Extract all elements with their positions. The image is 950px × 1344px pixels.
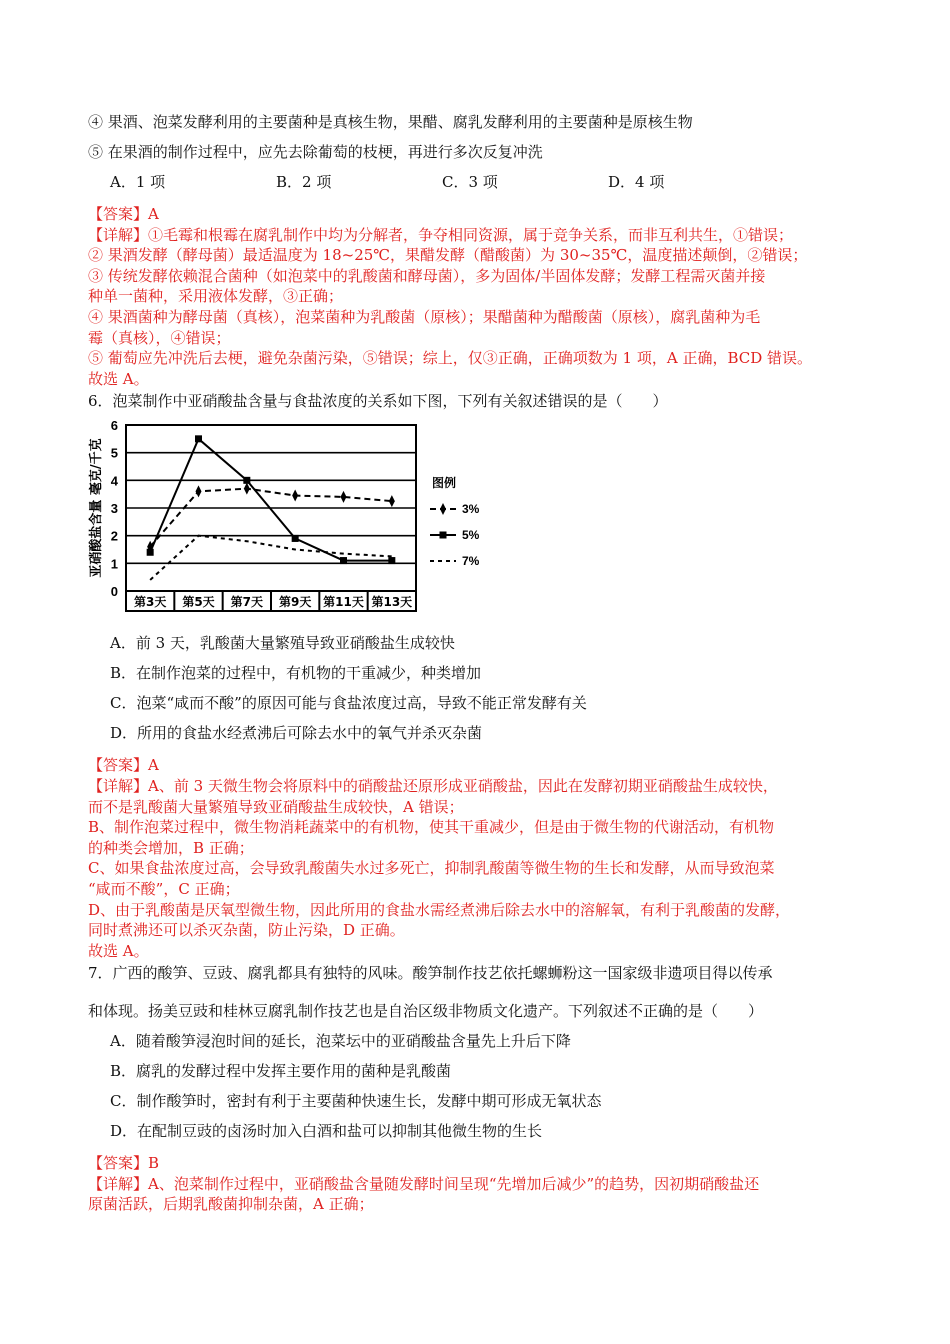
series-line-5%	[150, 439, 392, 561]
data-point	[340, 557, 347, 564]
q7-detail-line: 【详解】A、泡菜制作过程中，亚硝酸盐含量随发酵时间呈现“先增加后减少”的趋势，因初期硝酸盐还	[88, 1174, 760, 1193]
q6-option-d: D．所用的食盐水经煮沸后可除去水中的氧气并杀灭杂菌	[110, 724, 483, 743]
x-tick-label: 第9天	[278, 595, 312, 610]
data-point	[388, 557, 395, 564]
q5-option-a: A．1 项	[110, 173, 166, 191]
data-point	[244, 483, 250, 495]
data-point	[292, 490, 298, 502]
q6-detail-line: 而不是乳酸菌大量繁殖导致亚硝酸盐生成较快，A 错误；	[88, 797, 464, 816]
q6-detail-line: 【详解】A、前 3 天微生物会将原料中的硝酸盐还原形成亚硝酸盐，因此在发酵初期亚硝酸盐生成较快，	[88, 776, 778, 795]
x-tick-label: 第13天	[371, 595, 413, 610]
q6-detail-line: “咸而不酸”，C 正确；	[88, 879, 240, 898]
y-tick-label: 2	[110, 529, 118, 545]
q6-detail-line: B、制作泡菜过程中，微生物消耗蔬菜中的有机物，使其干重减少，但是由于微生物的代谢活动，有机物	[88, 818, 775, 837]
q5-answer: 【答案】A	[88, 205, 159, 223]
legend-marker	[440, 532, 447, 539]
y-tick-label: 0	[110, 584, 118, 600]
q7-answer: 【答案】B	[88, 1154, 160, 1173]
q7-detail-line: 原菌活跃，后期乳酸菌抑制杂菌，A 正确；	[88, 1195, 374, 1214]
q7-option-b: B．腐乳的发酵过程中发挥主要作用的菌种是乳酸菌	[110, 1062, 452, 1081]
q7-detail	[88, 1174, 878, 1215]
data-point	[341, 491, 347, 503]
q6-option-a: A．前 3 天，乳酸菌大量繁殖导致亚硝酸盐生成较快	[110, 634, 455, 653]
y-tick-label: 4	[110, 473, 118, 489]
q5-option-d: D．4 项	[608, 173, 665, 191]
y-tick-label: 6	[110, 418, 118, 434]
y-axis-label: 亚硝酸盐含量 毫克/千克	[89, 438, 104, 578]
q6-detail-line: 故选 A。	[88, 941, 149, 960]
y-tick-label: 5	[110, 446, 118, 462]
q6-answer: 【答案】A	[88, 756, 159, 775]
x-tick-label: 第3天	[133, 595, 167, 610]
series-line-7%	[150, 536, 392, 580]
q6-detail-line: 同时煮沸还可以杀灭杂菌，防止污染，D 正确。	[88, 921, 405, 940]
q5-detail-line: ③ 传统发酵依赖混合菌种（如泡菜中的乳酸菌和酵母菌），多为固体/半固体发酵；发酵工程需灭菌并接	[88, 266, 766, 285]
q7-stem-line-2: 和体现。扬美豆豉和桂林豆腐乳制作技艺也是自治区级非物质文化遗产。下列叙述不正确的是（ ）	[88, 1002, 764, 1021]
data-point	[196, 486, 202, 498]
y-tick-label: 3	[110, 501, 118, 517]
q5-option-b: B．2 项	[276, 173, 332, 191]
q5-detail-line: ⑤ 葡萄应先冲洗后去梗，避免杂菌污染，⑤错误；综上，仅③正确，正确项数为 1 项，A 正确，BCD 错误。	[88, 349, 813, 368]
q5-detail	[88, 225, 878, 390]
q5-option-c: C．3 项	[442, 173, 498, 191]
q6-detail-line: D、由于乳酸菌是厌氧型微生物，因此所用的食盐水需经煮沸后除去水中的溶解氧，有利于乳酸菌的发酵，	[88, 900, 791, 919]
y-tick-label: 1	[110, 556, 118, 572]
q6-option-c: C．泡菜“咸而不酸”的原因可能与食盐浓度过高，导致不能正常发酵有关	[110, 694, 587, 713]
data-point	[147, 549, 154, 556]
x-tick-label: 第11天	[323, 595, 364, 610]
q5-detail-line: 种单一菌种，采用液体发酵，③正确；	[88, 287, 344, 306]
legend-marker	[440, 503, 446, 515]
data-point	[389, 495, 395, 507]
q5-detail-line: ② 果酒发酵（酵母菌）最适温度为 18~25℃，果醋发酵（醋酸菌）为 30~35℃，温度描述颠倒，②错误；	[88, 246, 808, 265]
q6-detail-line: 的种类会增加，B 正确；	[88, 838, 254, 857]
data-point	[195, 436, 202, 443]
document-page	[88, 112, 878, 1215]
nitrite-chart-svg	[88, 417, 508, 627]
x-tick-label: 第7天	[230, 595, 264, 610]
statement-5: ⑤ 在果酒的制作过程中，应先去除葡萄的枝梗，再进行多次反复冲洗	[88, 143, 543, 161]
legend-label: 5%	[462, 528, 480, 543]
q5-detail-line: 霉（真核），④错误；	[88, 328, 231, 347]
q6-detail-line: C、如果食盐浓度过高，会导致乳酸菌失水过多死亡，抑制乳酸菌等微生物的生长和发酵，从而导致泡菜	[88, 859, 775, 878]
q7-option-a: A．随着酸笋浸泡时间的延长，泡菜坛中的亚硝酸盐含量先上升后下降	[110, 1032, 571, 1051]
q6-detail	[88, 776, 878, 961]
q5-detail-line: ④ 果酒菌种为酵母菌（真核），泡菜菌种为乳酸菌（原核）；果醋菌种为醋酸菌（原核），腐乳菌种为毛	[88, 307, 761, 326]
legend-label: 7%	[462, 554, 480, 569]
q7-option-c: C．制作酸笋时，密封有利于主要菌种快速生长，发酵中期可形成无氧状态	[110, 1092, 602, 1111]
series-line-3%	[150, 489, 392, 547]
q6-option-b: B．在制作泡菜的过程中，有机物的干重减少，种类增加	[110, 664, 482, 683]
statement-4: ④ 果酒、泡菜发酵利用的主要菌种是真核生物，果醋、腐乳发酵利用的主要菌种是原核生物	[88, 113, 693, 131]
x-tick-label: 第5天	[182, 595, 215, 610]
legend-title: 图例	[432, 476, 457, 491]
nitrite-chart	[88, 417, 508, 627]
q7-option-d: D．在配制豆豉的卤汤时加入白酒和盐可以抑制其他微生物的生长	[110, 1122, 543, 1141]
q6-stem: 6．泡菜制作中亚硝酸盐含量与食盐浓度的关系如下图，下列有关叙述错误的是（ ）	[88, 392, 668, 411]
q5-detail-line: 故选 A。	[88, 369, 149, 388]
data-point	[292, 535, 299, 542]
q5-options	[88, 172, 878, 192]
data-point	[243, 477, 250, 484]
q7-stem-line-1: 7．广西的酸笋、豆豉、腐乳都具有独特的风味。酸笋制作技艺依托螺蛳粉这一国家级非遗项目得以传承	[88, 964, 773, 983]
legend-label: 3%	[462, 502, 480, 517]
q5-detail-line: 【详解】①毛霉和根霉在腐乳制作中均为分解者，争夺相同资源，属于竞争关系，而非互利共生，①错误；	[88, 225, 794, 244]
